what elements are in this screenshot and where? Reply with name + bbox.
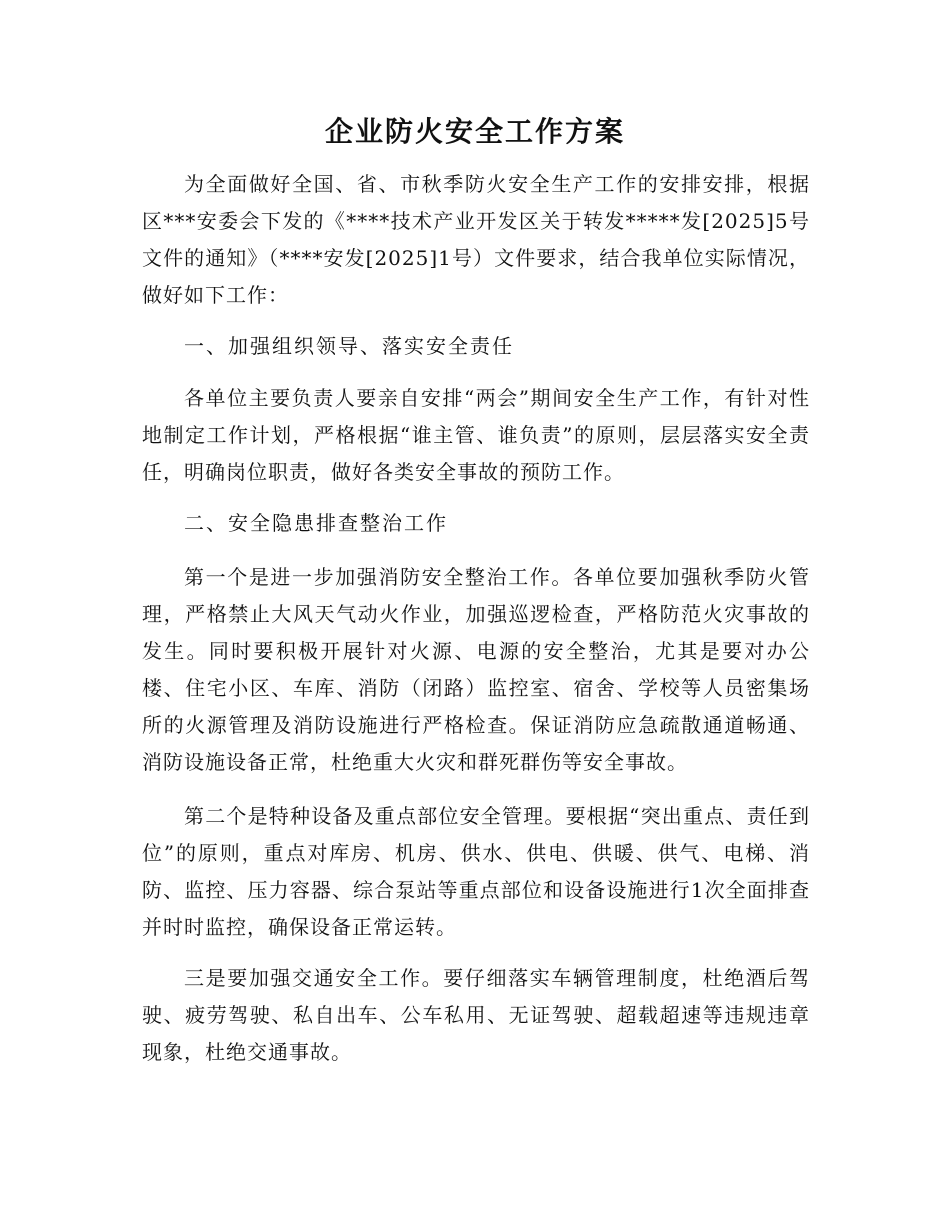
section-2-heading: 二、安全隐患排查整治工作 — [184, 511, 448, 535]
section-2-item-3-paragraph: 三是要加强交通安全工作。要仔细落实车辆管理制度，杜绝酒后驾驶、疲劳驾驶、私自出车、公车私用、无证驾驶、超载超速等违规违章现象，杜绝交通事故。 — [142, 966, 810, 1064]
document-title: 企业防火安全工作方案 — [324, 115, 625, 148]
section-2-item-1-paragraph: 第一个是进一步加强消防安全整治工作。各单位要加强秋季防火管理，严格禁止大风天气动火作业，加强巡逻检查，严格防范火灾事故的发生。同时要积极开展针对火源、电源的安全整治，尤其是要对办公楼、住宅小区、车库、消防（闭路）监控室、宿舍、学校等人员密集场所的火源管理及消防设施进行严格检查。保证消防应急疏散通道畅通、消防设施设备正常，杜绝重大火灾和群死群伤等安全事故。 — [142, 565, 810, 774]
section-1-paragraph: 各单位主要负责人要亲自安排“两会”期间安全生产工作，有针对性地制定工作计划，严格根据“谁主管、谁负责”的原则，层层落实安全责任，明确岗位职责，做好各类安全事故的预防工作。 — [142, 386, 810, 484]
section-1-heading: 一、加强组织领导、落实安全责任 — [184, 334, 514, 358]
intro-paragraph: 为全面做好全国、省、市秋季防火安全生产工作的安排安排，根据区***安委会下发的《****技术产业开发区关于转发*****发[2025]5号文件的通知》（****安发[2025]1号）文件要求，结合我单位实际情况，做好如下工作： — [142, 172, 810, 307]
section-2-item-2-paragraph: 第二个是特种设备及重点部位安全管理。要根据“突出重点、责任到位”的原则，重点对库房、机房、供水、供电、供暖、供气、电梯、消防、监控、压力容器、综合泵站等重点部位和设备设施进行1次全面排查并时时监控，确保设备正常运转。 — [142, 804, 810, 939]
